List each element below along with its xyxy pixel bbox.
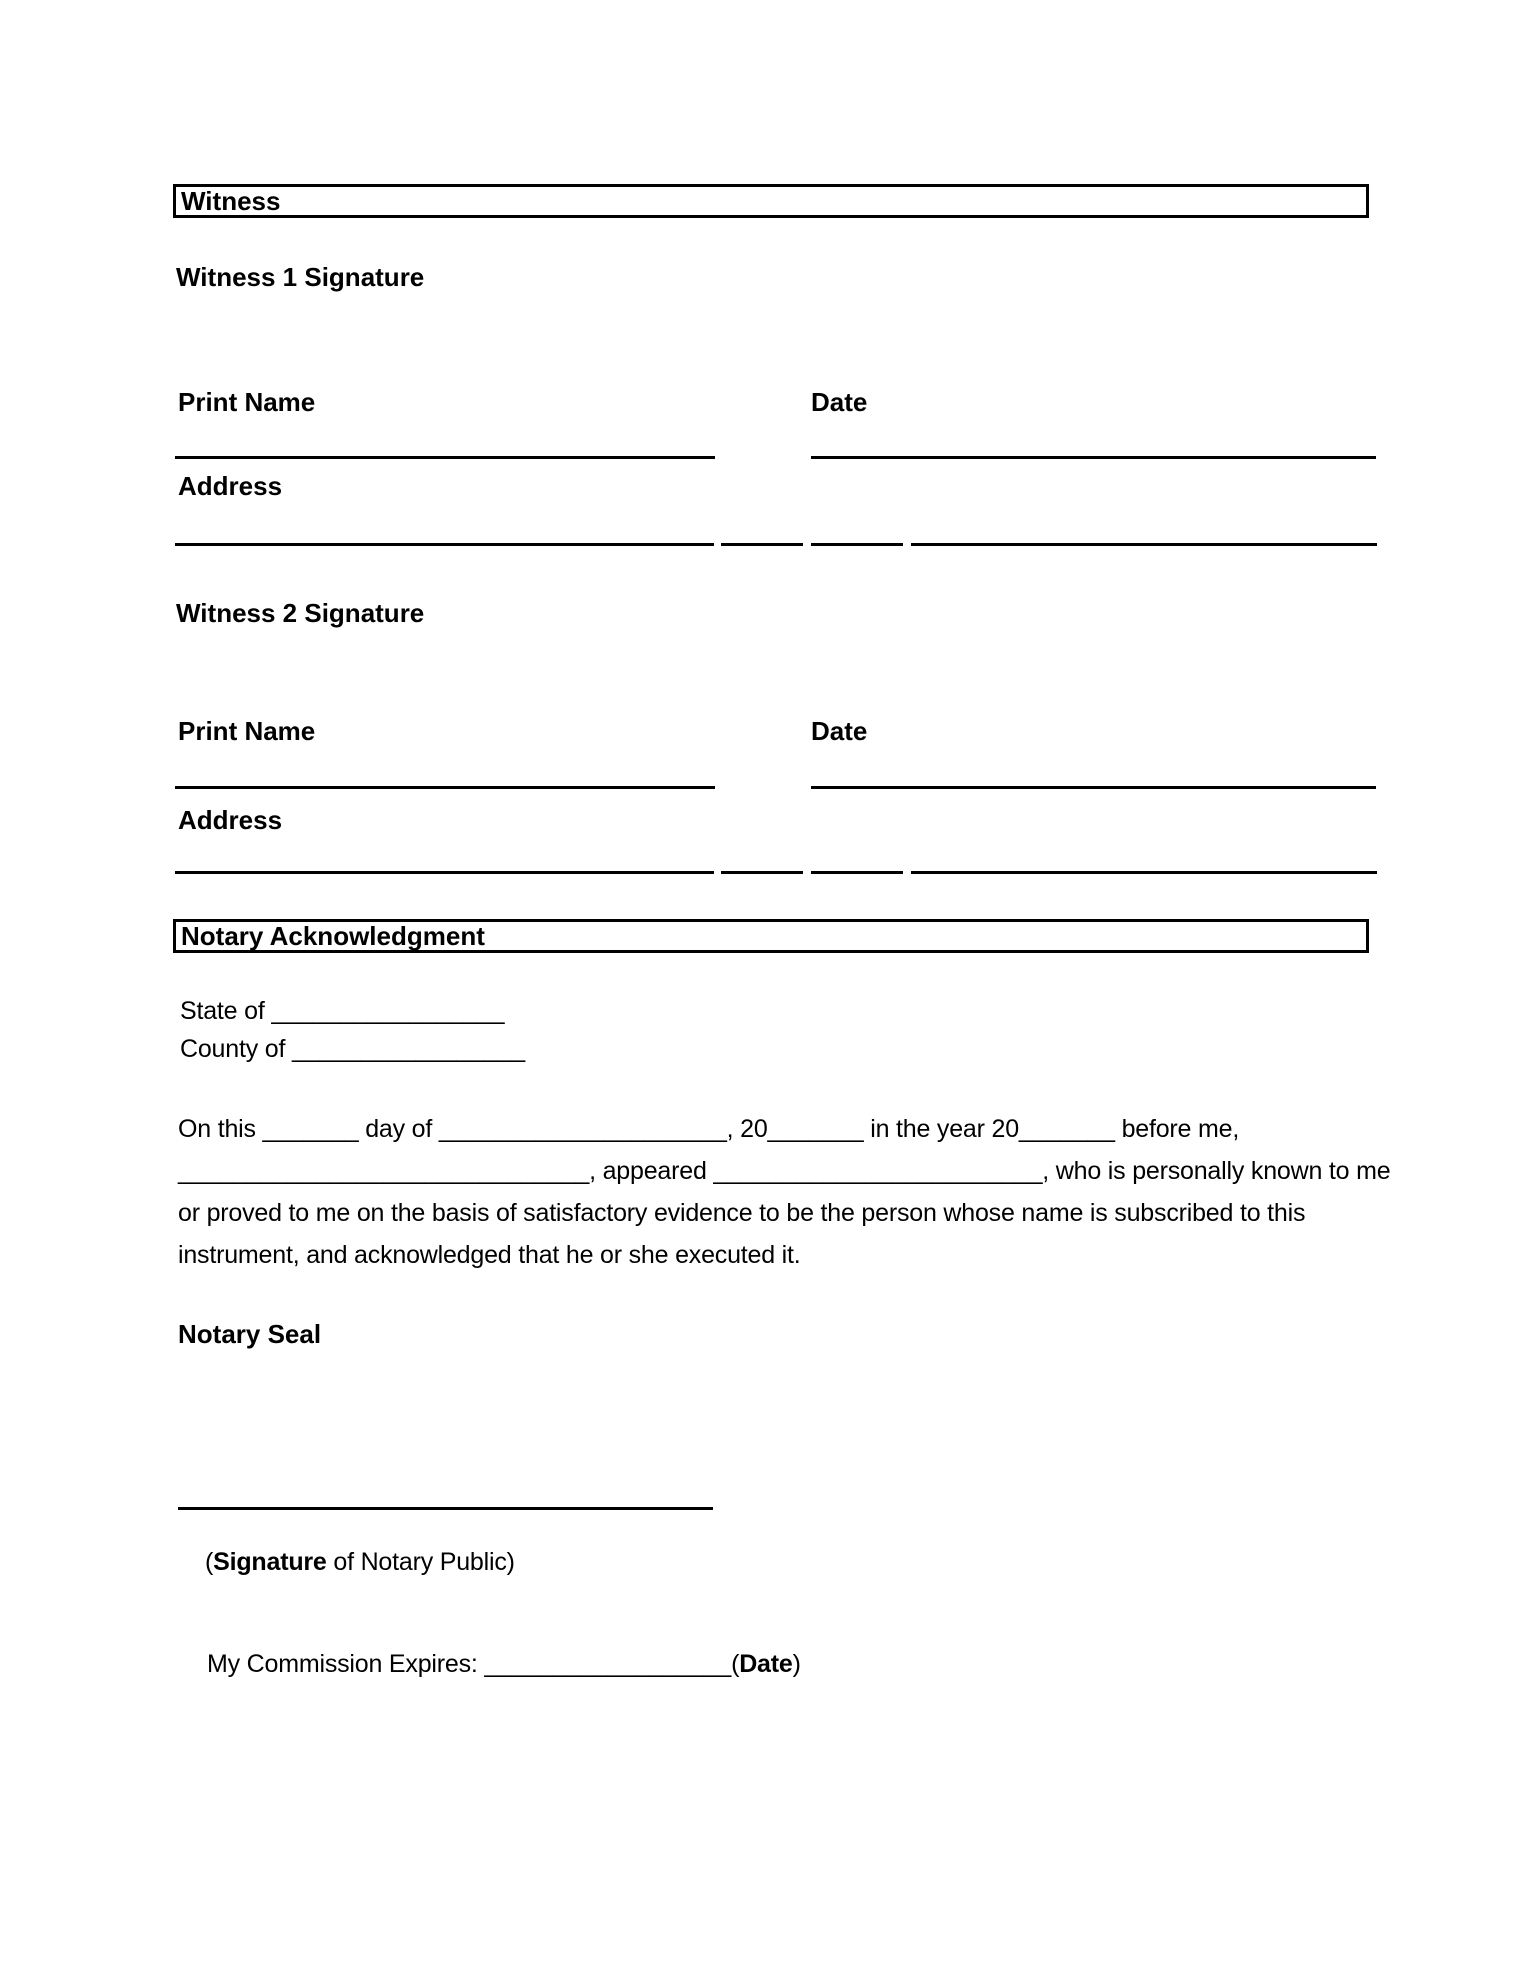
witness1-address-line-segment-3 bbox=[811, 543, 903, 546]
witness2-signature-label: Witness 2 Signature bbox=[176, 598, 425, 628]
witness2-date-line bbox=[811, 786, 1376, 789]
commission-date-close-paren: ) bbox=[792, 1650, 801, 1678]
witness2-print-name-label: Print Name bbox=[178, 716, 316, 746]
signature-caption-rest: of Notary Public) bbox=[326, 1548, 515, 1576]
witness2-date-label: Date bbox=[811, 716, 868, 746]
witness2-address-line-segment-4 bbox=[911, 871, 1377, 874]
witness1-address-label: Address bbox=[178, 471, 283, 501]
acknowledgment-paragraph-line-3: or proved to me on the basis of satisfactory evidence to be the person whose name is subscribed to this bbox=[178, 1199, 1306, 1227]
witness2-address-line-segment-1 bbox=[175, 871, 714, 874]
witness-section-title: Witness bbox=[181, 185, 281, 216]
commission-expires-blank: __________________ bbox=[484, 1650, 732, 1678]
commission-expires-label: My Commission Expires: bbox=[206, 1650, 485, 1678]
acknowledgment-paragraph-line-1: On this _______ day of _____________________, 20_______ in the year 20_______ before me, bbox=[178, 1115, 1240, 1143]
commission-date-open-paren: ( bbox=[731, 1650, 740, 1678]
witness1-print-name-line bbox=[175, 456, 715, 459]
witness1-signature-label: Witness 1 Signature bbox=[176, 262, 425, 292]
acknowledgment-paragraph bbox=[178, 1108, 1390, 1276]
witness2-address-label: Address bbox=[178, 805, 283, 835]
witness1-date-line bbox=[811, 456, 1376, 459]
commission-date-word: Date bbox=[739, 1650, 793, 1678]
signature-caption-bold-word: Signature bbox=[213, 1548, 327, 1576]
notary-signature-caption bbox=[178, 1517, 515, 1607]
witness1-print-name-label: Print Name bbox=[178, 387, 316, 417]
notary-section-header bbox=[173, 919, 1369, 953]
notary-signature-line bbox=[178, 1507, 713, 1510]
witness1-address-line-segment-2 bbox=[721, 543, 803, 546]
notary-section-title: Notary Acknowledgment bbox=[181, 920, 485, 951]
signature-caption-open-paren: ( bbox=[204, 1548, 214, 1576]
witness2-address-line-segment-2 bbox=[721, 871, 803, 874]
witness1-date-label: Date bbox=[811, 387, 868, 417]
county-of-line: County of _________________ bbox=[180, 1035, 525, 1063]
acknowledgment-paragraph-line-2: ______________________________, appeared ________________________, who is personally known to me bbox=[178, 1157, 1391, 1185]
witness1-address-line-segment-1 bbox=[175, 543, 714, 546]
witness2-address-line-segment-3 bbox=[811, 871, 903, 874]
witness1-address-line-segment-4 bbox=[911, 543, 1377, 546]
witness2-print-name-line bbox=[175, 786, 715, 789]
commission-expires-line bbox=[180, 1619, 801, 1709]
acknowledgment-paragraph-line-4: instrument, and acknowledged that he or she executed it. bbox=[178, 1241, 801, 1269]
notary-seal-label: Notary Seal bbox=[178, 1319, 322, 1349]
state-of-line: State of _________________ bbox=[180, 997, 505, 1025]
witness-section-header bbox=[173, 184, 1369, 218]
